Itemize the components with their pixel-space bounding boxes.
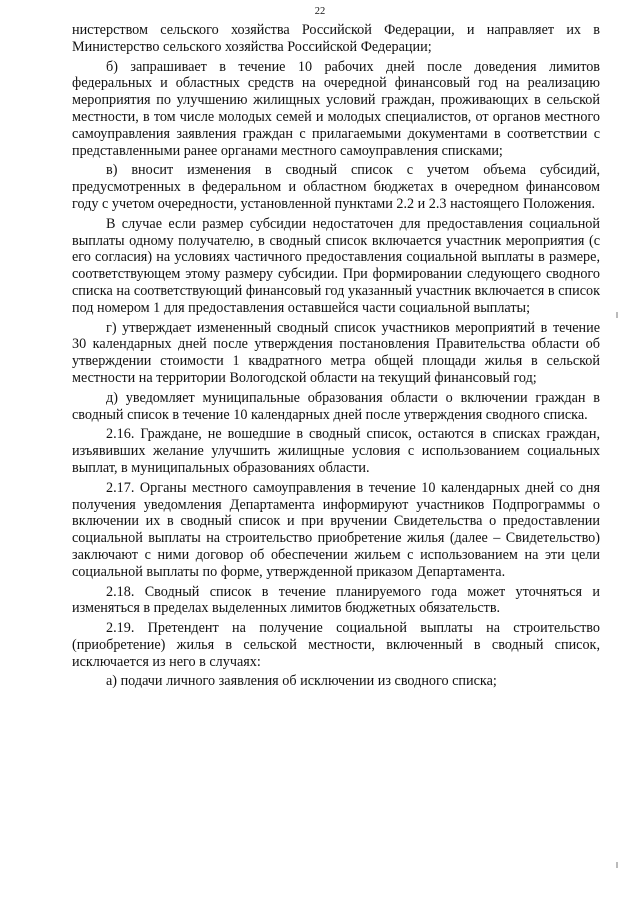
- paragraph-continuation: нистерством сельского хозяйства Российской Федерации, и направляет их в Министерство сельского хозяйства Российской Федерации;: [72, 22, 600, 55]
- paragraph-item-a: а) подачи личного заявления об исключении из сводного списка;: [106, 673, 497, 690]
- paragraph-item-b: б) запрашивает в течение 10 рабочих дней после доведения лимитов федеральных и областных средств на очередной финансовый год на реализацию мероприятия по улучшению жилищных условий граждан, проживающих в сельской местности, в том числе молодых семей и молодых специалистов, от органов местного самоуправления заявления граждан с прилагаемыми документами в соответствии с представленными ранее органами местного самоуправления списками;: [72, 58, 600, 159]
- paragraph-2-18: 2.18. Сводный список в течение планируемого года может уточняться и изменяться в пределах выделенных лимитов бюджетных обязательств.: [72, 583, 600, 617]
- paragraph-item-d: д) уведомляет муниципальные образования области о включении граждан в сводный список в течение 10 календарных дней после утверждения сводного списка.: [72, 389, 600, 423]
- paragraph-2-17: 2.17. Органы местного самоуправления в течение 10 календарных дней со дня получения уведомления Департамента информируют участников Подпрограммы о включении их в сводный список и при вручении Свидетельства о предоставлении социальной выплаты на строительство приобретение жилья (далее – Свидетельство) заключают с ними договор об обеспечении жильем с использованием на эти цели социальной выплаты по форме, утвержденной приказом Департамента.: [72, 479, 600, 580]
- document-body: [72, 22, 600, 693]
- paragraph-2-16: 2.16. Граждане, не вошедшие в сводный список, остаются в списках граждан, изъявивших желание улучшить жилищные условия с использованием социальных выплат, в муниципальных образованиях области.: [72, 426, 600, 476]
- paragraph-item-v: в) вносит изменения в сводный список с учетом объема субсидий, предусмотренных в федеральном и областном бюджетах в очередном финансовом году с учетом очередности, установленной пунктами 2.2 и 2.3 настоящего Положения.: [72, 162, 600, 212]
- scan-margin-mark: [616, 862, 618, 868]
- page-number: 22: [314, 6, 326, 17]
- paragraph-item-g: г) утверждает измененный сводный список участников мероприятий в течение 30 календарных дней после утверждения постановления Правительства области об утверждении стоимости 1 квадратного метра общей площади жилья в сельской местности на территории Вологодской области на текущий финансовый год;: [72, 319, 600, 386]
- paragraph-2-19: 2.19. Претендент на получение социальной выплаты на строительство (приобретение) жилья в сельской местности, включенный в сводный список, исключается из него в случаях:: [72, 620, 600, 670]
- scan-margin-mark: [616, 312, 618, 318]
- paragraph-subsidy-insufficient: В случае если размер субсидии недостаточен для предоставления социальной выплаты одному получателю, в сводный список включается участник мероприятия (с его согласия) на условиях частичного предоставления социальной выплаты в размере, соответствующем этому размеру субсидии. При формировании следующего сводного списка на соответствующий финансовый год указанный участник включается в список под номером 1 для предоставления оставшейся части социальной выплаты;: [72, 215, 600, 316]
